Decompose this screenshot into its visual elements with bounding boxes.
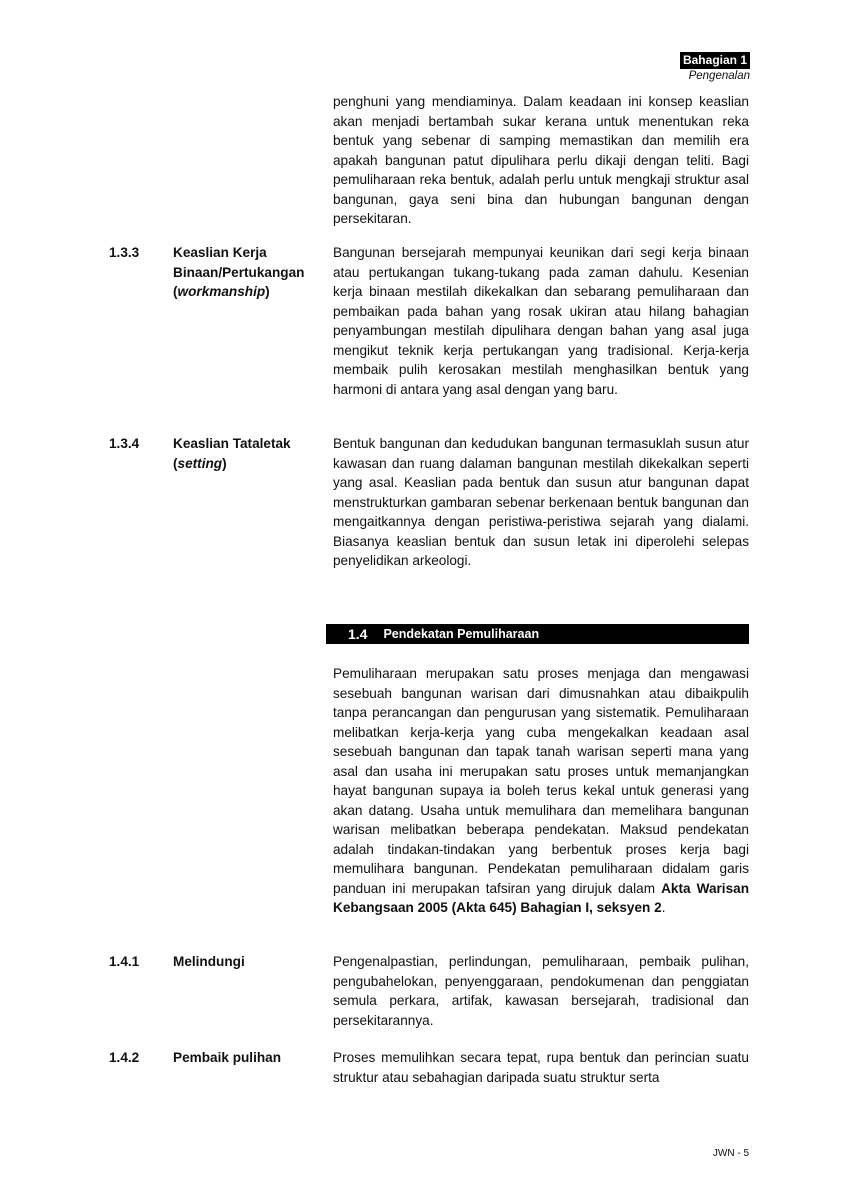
section-title-1-4-1: Melindungi	[173, 954, 245, 969]
act-reference: Akta Warisan Kebangsaan 2005 (Akta 645) Bahagian I, seksyen 2	[333, 880, 749, 915]
section-title-line: Keaslian Tataletak	[173, 436, 291, 451]
chapter-badge: Bahagian 1	[680, 52, 750, 69]
section-number-1-4-1: 1.4.1	[109, 954, 140, 969]
section-title-1-3-4	[173, 434, 323, 473]
section-title-line: Keaslian Kerja	[173, 245, 267, 260]
chapter-subtitle: Pengenalan	[688, 70, 750, 82]
section-body-1-4-2: Proses memulihkan secara tepat, rupa bentuk dan perincian suatu struktur atau sebahagian daripada suatu struktur serta	[333, 1050, 749, 1085]
section-body-1-4-1: Pengenalpastian, perlindungan, pemuliharaan, pembaik pulihan, pengubahelokan, penyenggaraan, pendokumenan dan penggiatan semula perkara, artifak, kawasan bersejarah, tradisional dan persekitarannya.	[333, 954, 749, 1028]
section-body-1-3-4: Bentuk bangunan dan kedudukan bangunan termasuklah susun atur kawasan dan ruang dalaman bangunan mestilah dikekalkan seperti yang asal. Keaslian pada bentuk dan susun atur bangunan dapat menstrukturkan gambaran sebenar berkenaan bentuk bangunan dan mengaitkannya dengan peristiwa-peristiwa sejarah yang dialami. Biasanya keaslian bentuk dan susun letak ini diperolehi selepas penyelidikan arkeologi.	[333, 436, 749, 568]
section-body-1-4: Pemuliharaan merupakan satu proses menjaga dan mengawasi sesebuah bangunan warisan dari dimusnahkan atau dibaikpulih tanpa perancangan dan pengurusan yang sistematik. Pemuliharaan melibatkan kerja-kerja yang cuba mengekalkan keadaan asal sesebuah bangunan dan tapak tanah warisan seperti mana yang asal dan usaha ini merupakan satu proses untuk memanjangkan hayat bangunan supaya ia boleh terus kekal untuk generasi yang akan datang. Usaha untuk memulihara dan memelihara bangunan warisan melibatkan beberapa pendekatan. Maksud pendekatan adalah tindakan-tindakan yang berbentuk proses kerja bagi memulihara bangunan. Pendekatan pemuliharaan didalam garis panduan ini merupakan tafsiran yang dirujuk dalam Akta Warisan Kebangsaan 2005 (Akta 645) Bahagian I, seksyen 2.	[333, 666, 749, 915]
section-title-term: (workmanship)	[173, 284, 270, 299]
continuation-paragraph: penghuni yang mendiaminya. Dalam keadaan ini konsep keaslian akan menjadi bertambah sukar kerana untuk menentukan reka bentuk yang sebenar di samping memastikan dan memilih era apakah bangunan patut dipulihara perlu dikaji dengan teliti. Bagi pemuliharaan reka bentuk, adalah perlu untuk mengkaji struktur asal bangunan, gaya seni bina dan hubungan bangunan dengan persekitaran.	[333, 94, 749, 226]
section-number-1-4-2: 1.4.2	[109, 1050, 140, 1065]
page-number: JWN - 5	[712, 1148, 749, 1159]
section-body-1-3-3: Bangunan bersejarah mempunyai keunikan dari segi kerja binaan atau pertukangan tukang-tukang pada zaman dahulu. Kesenian kerja binaan mestilah dikekalkan dan sebarang pemuliharaan dan pembaikan pada bahan yang rosak ukiran atau hilang bahagian penyambungan mestilah dipulihara dengan bahan yang asal juga mengikut teknik kerja pertukangan yang tradisional. Kerja-kerja membaik pulih kerosakan mestilah menghasilkan bentuk yang harmoni di antara yang asal dengan yang baru.	[333, 245, 749, 397]
section-number-1-4: 1.4	[348, 626, 368, 642]
section-number-1-3-3: 1.3.3	[109, 245, 140, 260]
section-title-1-4-2: Pembaik pulihan	[173, 1050, 282, 1065]
section-title-term: (setting)	[173, 455, 227, 471]
section-heading-bar-1-4	[326, 624, 749, 644]
section-title-1-3-3	[173, 243, 323, 302]
section-title-line: Binaan/Pertukangan	[173, 264, 305, 280]
section-number-1-3-4: 1.3.4	[109, 436, 140, 451]
section-title-1-4: Pendekatan Pemuliharaan	[383, 627, 540, 641]
